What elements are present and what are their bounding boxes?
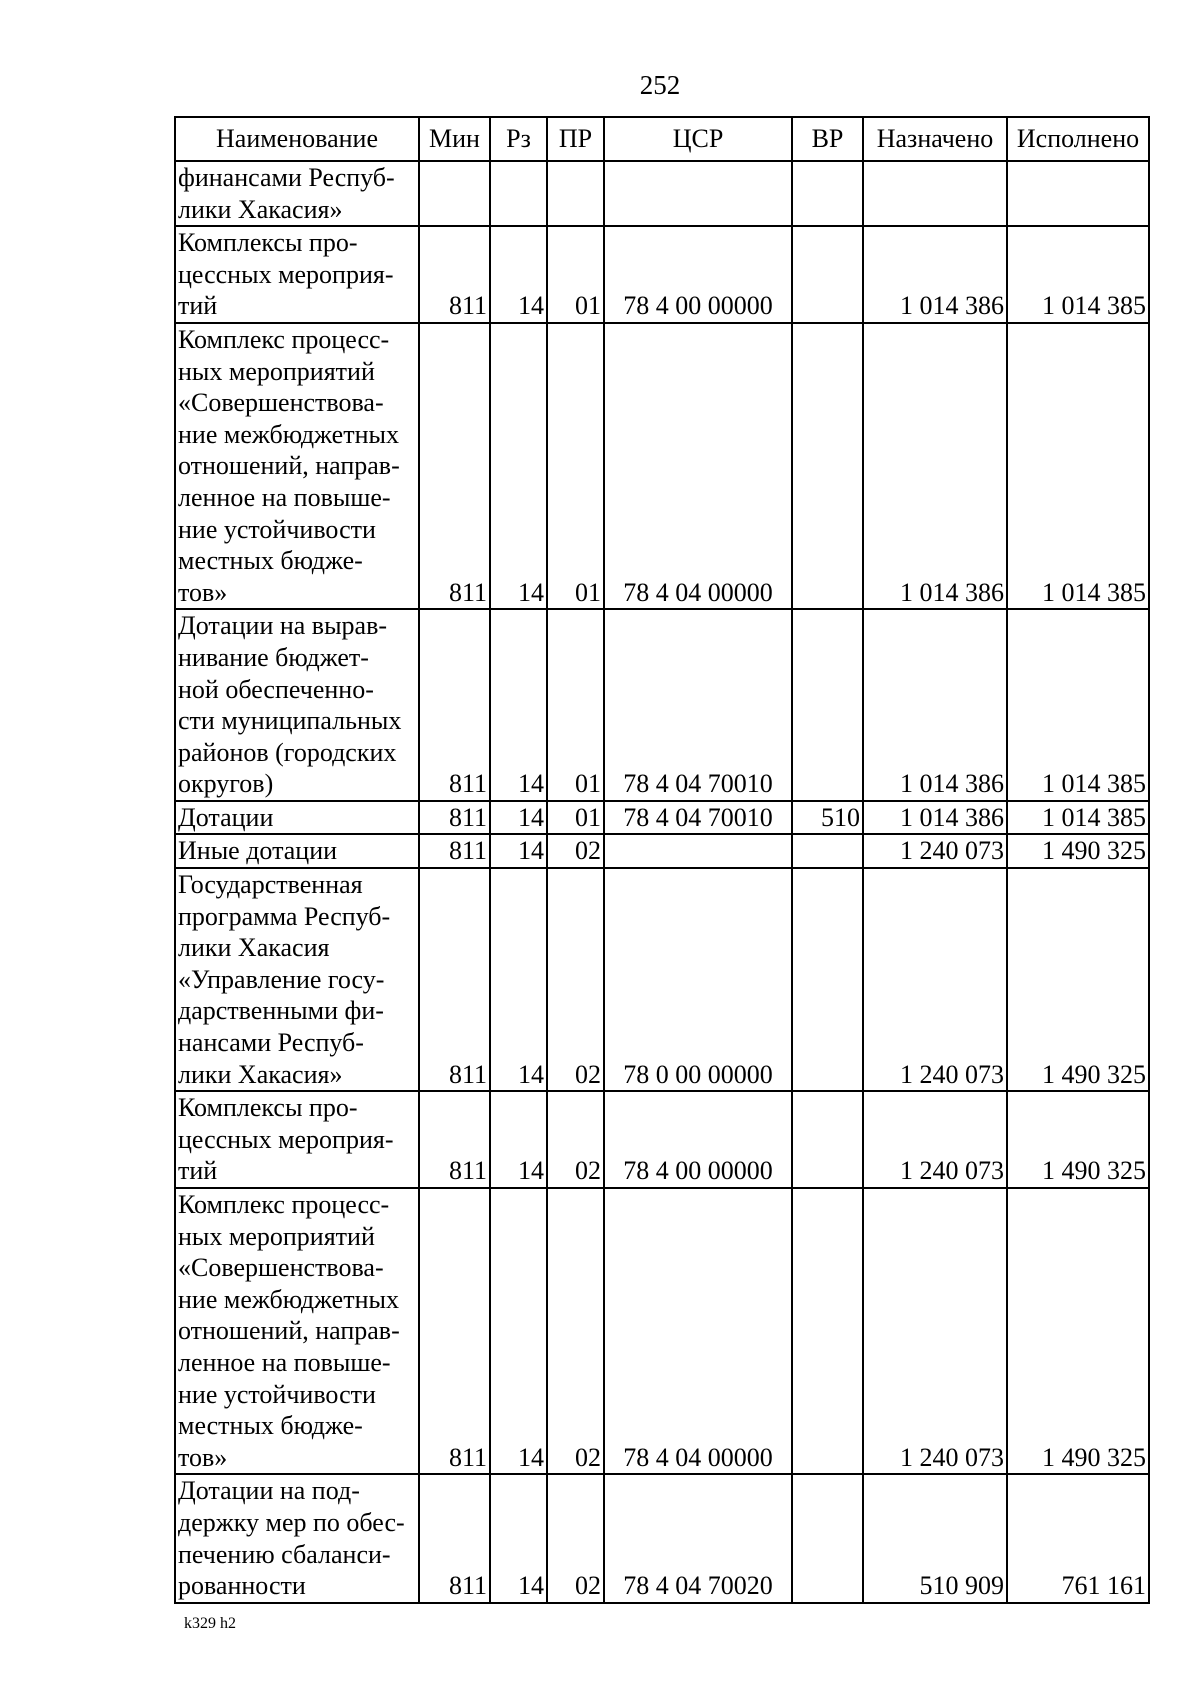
header-name: Наименование — [175, 117, 419, 161]
cell-name: финансами Респуб- лики Хакасия» — [175, 161, 419, 226]
table-header-row — [175, 117, 1149, 161]
cell-pr: 01 — [547, 226, 604, 323]
cell-executed: 1 490 325 — [1007, 834, 1149, 868]
budget-table — [174, 116, 1150, 1604]
cell-assigned: 510 909 — [863, 1474, 1007, 1602]
cell-assigned: 1 240 073 — [863, 1188, 1007, 1474]
table-row — [175, 1188, 1149, 1474]
cell-vr — [792, 868, 863, 1091]
cell-executed: 1 014 385 — [1007, 801, 1149, 835]
cell-csr — [604, 834, 792, 868]
cell-vr — [792, 1188, 863, 1474]
cell-assigned: 1 240 073 — [863, 868, 1007, 1091]
cell-csr — [604, 161, 792, 226]
cell-assigned: 1 014 386 — [863, 609, 1007, 801]
cell-executed: 1 490 325 — [1007, 1188, 1149, 1474]
header-assigned: Назначено — [863, 117, 1007, 161]
cell-min: 811 — [419, 323, 490, 609]
cell-name: Комплексы про- цессных мероприя- тий — [175, 1091, 419, 1188]
table-row — [175, 834, 1149, 868]
header-pr: ПР — [547, 117, 604, 161]
cell-assigned: 1 240 073 — [863, 834, 1007, 868]
cell-csr: 78 4 00 00000 — [604, 1091, 792, 1188]
cell-executed: 1 014 385 — [1007, 323, 1149, 609]
table-row — [175, 801, 1149, 835]
cell-pr: 02 — [547, 1188, 604, 1474]
cell-pr: 02 — [547, 1474, 604, 1602]
cell-min: 811 — [419, 801, 490, 835]
cell-min: 811 — [419, 609, 490, 801]
table-row — [175, 609, 1149, 801]
cell-name: Дотации — [175, 801, 419, 835]
cell-name: Комплекс процесс- ных мероприятий «Совершенствова- ние межбюджетных отношений, направ- ленное на повыше- ние устойчивости местных бюдже- тов» — [175, 323, 419, 609]
table-row — [175, 226, 1149, 323]
cell-rz: 14 — [490, 1091, 547, 1188]
cell-name: Дотации на под- держку мер по обес- печению сбаланси- рованности — [175, 1474, 419, 1602]
cell-csr: 78 4 04 70010 — [604, 801, 792, 835]
cell-pr: 02 — [547, 1091, 604, 1188]
cell-vr — [792, 323, 863, 609]
cell-min — [419, 161, 490, 226]
cell-min: 811 — [419, 226, 490, 323]
page-number: 252 — [639, 70, 681, 100]
footer-document-code: k329 h2 — [184, 1615, 236, 1632]
cell-rz — [490, 161, 547, 226]
cell-min: 811 — [419, 868, 490, 1091]
cell-rz: 14 — [490, 834, 547, 868]
table-row — [175, 161, 1149, 226]
cell-vr — [792, 1091, 863, 1188]
cell-executed: 1 014 385 — [1007, 609, 1149, 801]
cell-rz: 14 — [490, 226, 547, 323]
cell-vr — [792, 161, 863, 226]
cell-min: 811 — [419, 1188, 490, 1474]
cell-vr — [792, 1474, 863, 1602]
cell-assigned — [863, 161, 1007, 226]
cell-rz: 14 — [490, 868, 547, 1091]
cell-assigned: 1 240 073 — [863, 1091, 1007, 1188]
cell-min: 811 — [419, 1474, 490, 1602]
cell-rz: 14 — [490, 1188, 547, 1474]
cell-vr — [792, 609, 863, 801]
cell-rz: 14 — [490, 323, 547, 609]
table-body — [175, 161, 1149, 1603]
cell-pr: 01 — [547, 323, 604, 609]
cell-assigned: 1 014 386 — [863, 801, 1007, 835]
cell-name: Иные дотации — [175, 834, 419, 868]
cell-pr: 01 — [547, 609, 604, 801]
header-rz: Рз — [490, 117, 547, 161]
cell-assigned: 1 014 386 — [863, 323, 1007, 609]
cell-vr — [792, 834, 863, 868]
cell-pr: 02 — [547, 868, 604, 1091]
cell-executed: 1 014 385 — [1007, 226, 1149, 323]
cell-pr: 01 — [547, 801, 604, 835]
header-csr: ЦСР — [604, 117, 792, 161]
cell-vr: 510 — [792, 801, 863, 835]
cell-executed: 761 161 — [1007, 1474, 1149, 1602]
header-vr: ВР — [792, 117, 863, 161]
cell-pr: 02 — [547, 834, 604, 868]
table-row — [175, 323, 1149, 609]
cell-csr: 78 4 04 00000 — [604, 1188, 792, 1474]
cell-name: Комплексы про- цессных мероприя- тий — [175, 226, 419, 323]
header-min: Мин — [419, 117, 490, 161]
cell-name: Комплекс процесс- ных мероприятий «Совершенствова- ние межбюджетных отношений, направ- ленное на повыше- ние устойчивости местных бюдже- тов» — [175, 1188, 419, 1474]
cell-name: Дотации на вырав- нивание бюджет- ной обеспеченно- сти муниципальных районов (городских округов) — [175, 609, 419, 801]
cell-executed: 1 490 325 — [1007, 1091, 1149, 1188]
cell-assigned: 1 014 386 — [863, 226, 1007, 323]
cell-rz: 14 — [490, 1474, 547, 1602]
table-row — [175, 868, 1149, 1091]
cell-csr: 78 4 04 70010 — [604, 609, 792, 801]
cell-vr — [792, 226, 863, 323]
cell-pr — [547, 161, 604, 226]
cell-min: 811 — [419, 1091, 490, 1188]
cell-csr: 78 4 00 00000 — [604, 226, 792, 323]
cell-executed: 1 490 325 — [1007, 868, 1149, 1091]
cell-rz: 14 — [490, 609, 547, 801]
cell-csr: 78 0 00 00000 — [604, 868, 792, 1091]
cell-executed — [1007, 161, 1149, 226]
cell-csr: 78 4 04 00000 — [604, 323, 792, 609]
header-executed: Исполнено — [1007, 117, 1149, 161]
table-row — [175, 1091, 1149, 1188]
cell-csr: 78 4 04 70020 — [604, 1474, 792, 1602]
cell-min: 811 — [419, 834, 490, 868]
table-row — [175, 1474, 1149, 1602]
cell-name: Государственная программа Респуб- лики Хакасия «Управление госу- дарственными фи- нансами Респуб- лики Хакасия» — [175, 868, 419, 1091]
cell-rz: 14 — [490, 801, 547, 835]
